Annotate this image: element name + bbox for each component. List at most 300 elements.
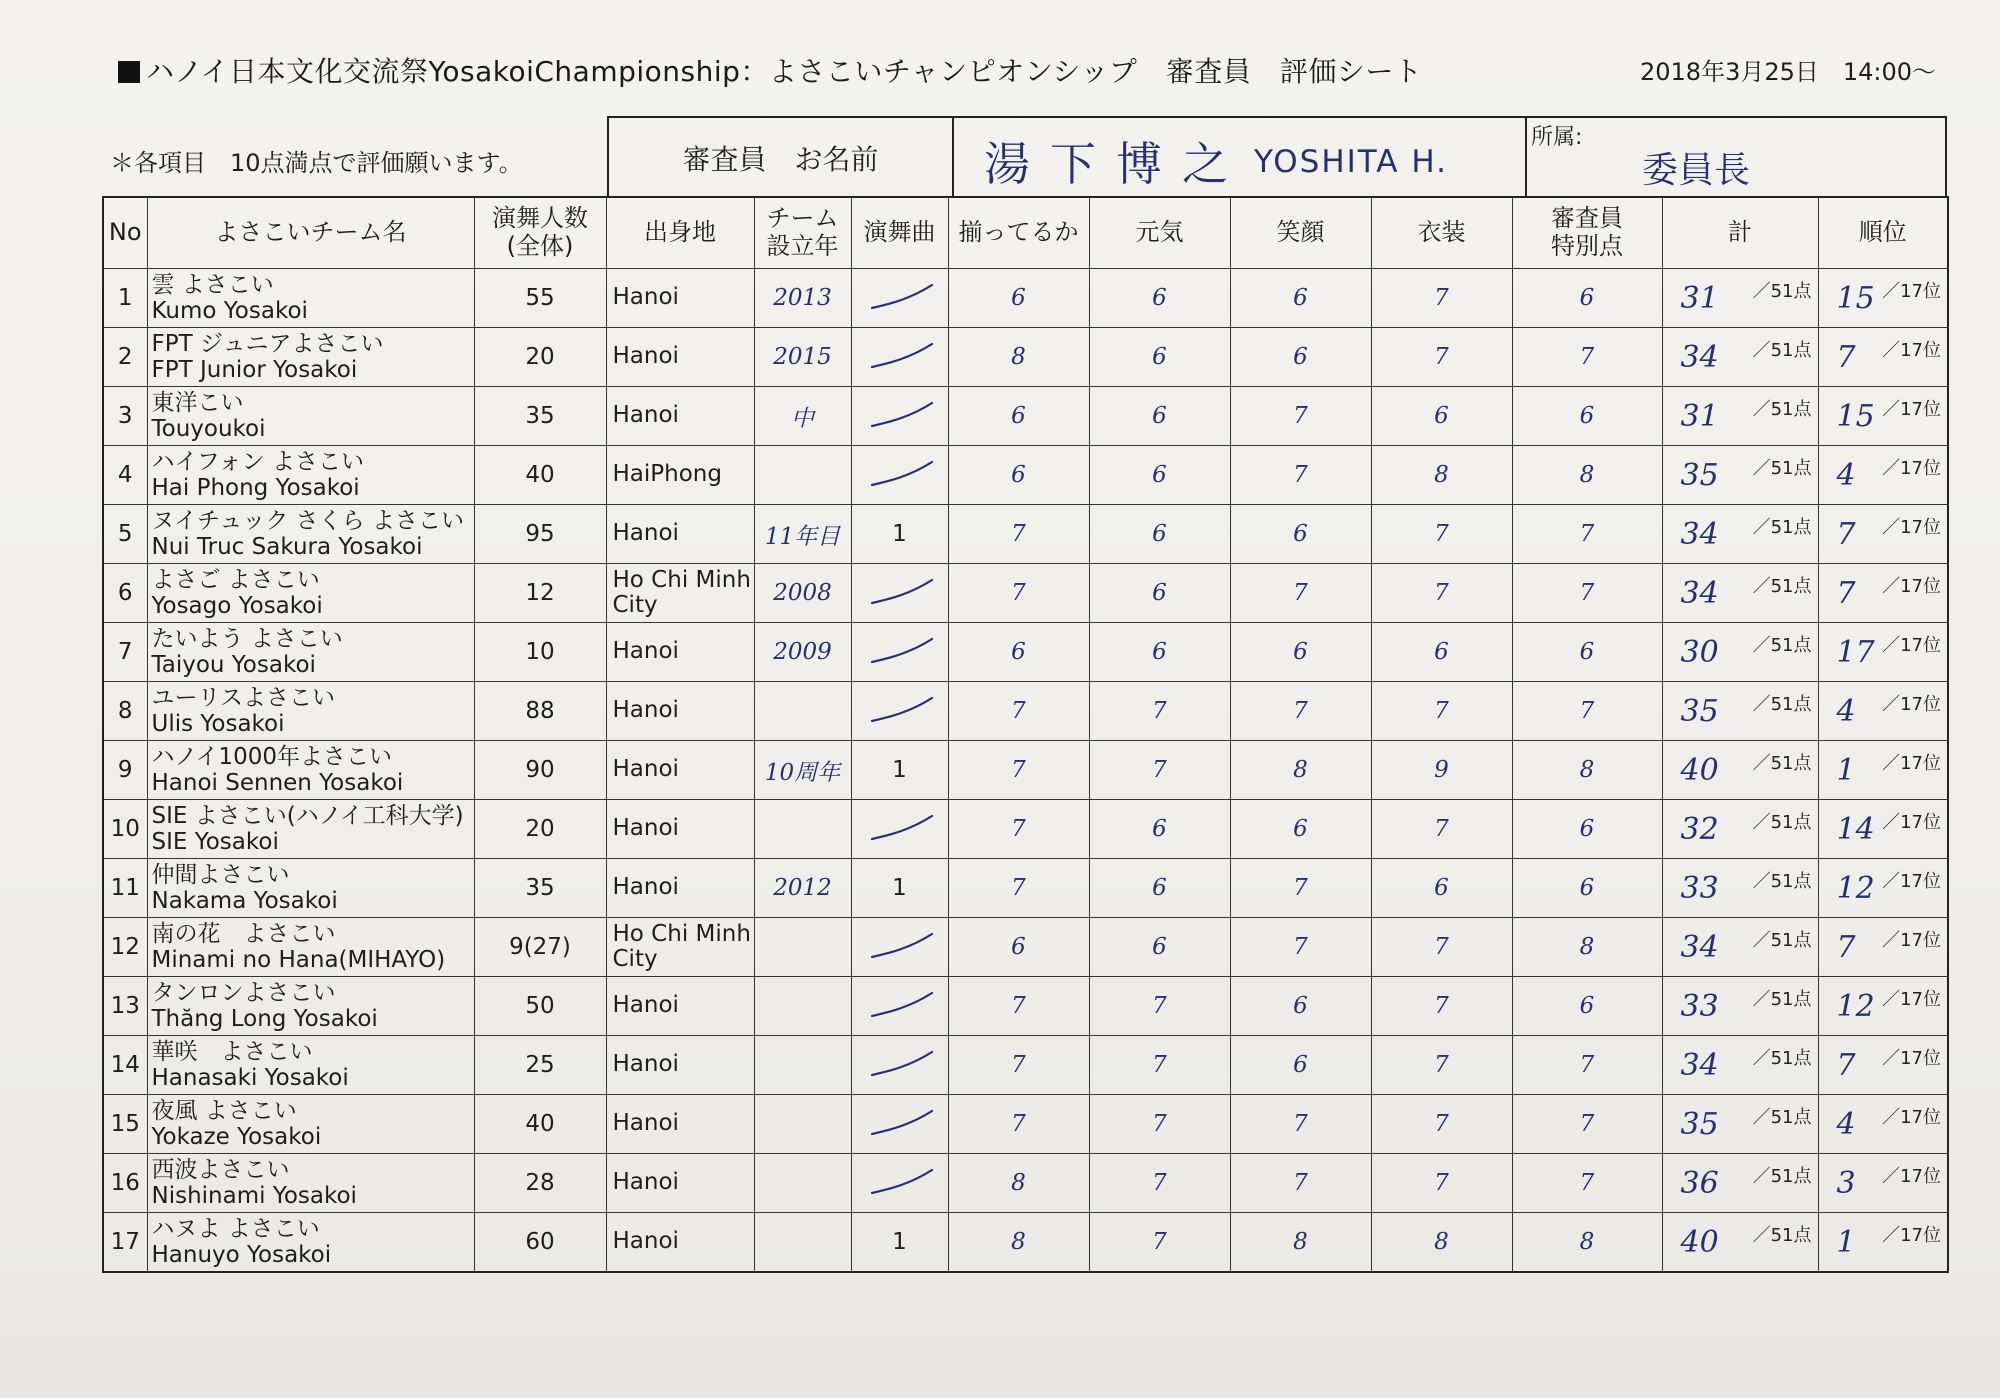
song-count[interactable] bbox=[851, 505, 948, 564]
score-sync[interactable]: 7 bbox=[948, 505, 1089, 564]
row-no: 9 bbox=[103, 741, 147, 800]
score-smile[interactable]: 7 bbox=[1230, 1095, 1371, 1154]
rank-unit: ／17位 bbox=[1882, 812, 1941, 833]
table-row bbox=[103, 1095, 1948, 1154]
rank-value: 12 bbox=[1836, 989, 1875, 1024]
team-name-en: Thăng Long Yosakoi bbox=[151, 1006, 378, 1032]
row-no: 17 bbox=[103, 1213, 147, 1273]
rank[interactable] bbox=[1818, 977, 1948, 1036]
score-energy[interactable]: 6 bbox=[1089, 859, 1230, 918]
rank-value: 12 bbox=[1836, 871, 1875, 906]
row-no: 1 bbox=[103, 269, 147, 328]
row-no: 2 bbox=[103, 328, 147, 387]
judge-name-romaji: YOSHITA H. bbox=[1254, 144, 1448, 180]
rank[interactable] bbox=[1818, 446, 1948, 505]
team-name-en: Touyoukoi bbox=[151, 416, 266, 442]
rank[interactable] bbox=[1818, 800, 1948, 859]
affiliation-label: 所属: bbox=[1531, 125, 1583, 150]
established-year[interactable] bbox=[754, 1213, 851, 1273]
sheet-title-text: ハノイ日本文化交流祭YosakoiChampionship：よさこいチャンピオンシップ 審査員 評価シート bbox=[146, 55, 1423, 88]
score-costume[interactable]: 7 bbox=[1371, 1154, 1512, 1213]
score-smile[interactable]: 8 bbox=[1230, 1213, 1371, 1273]
total-unit: ／51点 bbox=[1752, 989, 1812, 1010]
col-energy: 元気 bbox=[1089, 197, 1230, 269]
team-name bbox=[147, 682, 474, 741]
song-dash-mark bbox=[866, 454, 938, 492]
score-smile[interactable]: 6 bbox=[1230, 800, 1371, 859]
team-name-en: Yosago Yosakoi bbox=[151, 593, 323, 619]
established-year[interactable] bbox=[754, 1036, 851, 1095]
team-name-jp: ユーリスよさこい bbox=[151, 684, 336, 711]
score-energy[interactable]: 6 bbox=[1089, 800, 1230, 859]
rank-value: 15 bbox=[1836, 399, 1875, 434]
score-costume[interactable]: 8 bbox=[1371, 446, 1512, 505]
song-count[interactable] bbox=[851, 269, 948, 328]
song-dash-mark bbox=[866, 277, 938, 315]
score-smile[interactable]: 6 bbox=[1230, 328, 1371, 387]
member-count: 10 bbox=[474, 623, 606, 682]
score-total[interactable] bbox=[1662, 918, 1818, 977]
song-count-value: 1 bbox=[892, 875, 907, 901]
row-no: 7 bbox=[103, 623, 147, 682]
origin: Hanoi bbox=[606, 269, 754, 328]
member-count: 40 bbox=[474, 446, 606, 505]
col-members: 演舞人数 (全体) bbox=[474, 197, 606, 269]
song-dash-mark bbox=[866, 1044, 938, 1082]
rank-value: 7 bbox=[1836, 930, 1856, 965]
team-name bbox=[147, 1095, 474, 1154]
table-row bbox=[103, 1154, 1948, 1213]
score-sync[interactable]: 6 bbox=[948, 269, 1089, 328]
score-special[interactable]: 7 bbox=[1512, 1095, 1662, 1154]
score-energy[interactable]: 6 bbox=[1089, 564, 1230, 623]
table-row bbox=[103, 800, 1948, 859]
score-special[interactable]: 6 bbox=[1512, 859, 1662, 918]
score-smile[interactable]: 7 bbox=[1230, 682, 1371, 741]
team-name-jp: タンロンよさこい bbox=[151, 979, 336, 1006]
team-name-jp: 雲 よさこい bbox=[151, 271, 274, 298]
score-sync[interactable]: 7 bbox=[948, 1036, 1089, 1095]
origin: Hanoi bbox=[606, 1036, 754, 1095]
established-year[interactable]: 2009 bbox=[754, 623, 851, 682]
score-energy[interactable]: 6 bbox=[1089, 446, 1230, 505]
song-count[interactable] bbox=[851, 1213, 948, 1273]
rank[interactable] bbox=[1818, 1095, 1948, 1154]
col-costume: 衣装 bbox=[1371, 197, 1512, 269]
rank-unit: ／17位 bbox=[1882, 576, 1941, 597]
rank-unit: ／17位 bbox=[1882, 635, 1941, 656]
total-unit: ／51点 bbox=[1752, 1166, 1812, 1187]
team-name bbox=[147, 564, 474, 623]
score-energy[interactable]: 6 bbox=[1089, 269, 1230, 328]
team-name-en: Hanasaki Yosakoi bbox=[151, 1065, 349, 1091]
score-total[interactable] bbox=[1662, 1036, 1818, 1095]
score-special[interactable]: 7 bbox=[1512, 1036, 1662, 1095]
score-energy[interactable]: 6 bbox=[1089, 387, 1230, 446]
score-total[interactable] bbox=[1662, 682, 1818, 741]
score-costume[interactable]: 6 bbox=[1371, 387, 1512, 446]
table-row bbox=[103, 623, 1948, 682]
rank-unit: ／17位 bbox=[1882, 517, 1941, 538]
song-count[interactable] bbox=[851, 918, 948, 977]
table-row bbox=[103, 564, 1948, 623]
team-name bbox=[147, 918, 474, 977]
score-smile[interactable]: 6 bbox=[1230, 505, 1371, 564]
song-count[interactable] bbox=[851, 977, 948, 1036]
total-value: 31 bbox=[1680, 399, 1719, 434]
score-costume[interactable]: 7 bbox=[1371, 505, 1512, 564]
score-costume[interactable]: 7 bbox=[1371, 800, 1512, 859]
rank[interactable] bbox=[1818, 505, 1948, 564]
score-total[interactable] bbox=[1662, 623, 1818, 682]
col-rank: 順位 bbox=[1818, 197, 1948, 269]
total-value: 34 bbox=[1680, 576, 1719, 611]
total-unit: ／51点 bbox=[1752, 635, 1812, 656]
score-special[interactable]: 7 bbox=[1512, 1154, 1662, 1213]
score-special[interactable]: 6 bbox=[1512, 269, 1662, 328]
total-unit: ／51点 bbox=[1752, 281, 1812, 302]
table-row bbox=[103, 446, 1948, 505]
col-origin: 出身地 bbox=[606, 197, 754, 269]
song-count[interactable] bbox=[851, 446, 948, 505]
team-name-en: Hanuyo Yosakoi bbox=[151, 1242, 332, 1268]
total-unit: ／51点 bbox=[1752, 517, 1812, 538]
score-total[interactable] bbox=[1662, 269, 1818, 328]
table-row bbox=[103, 918, 1948, 977]
score-sync[interactable]: 7 bbox=[948, 800, 1089, 859]
team-name-jp: 西波よさこい bbox=[151, 1156, 290, 1183]
origin: HaiPhong bbox=[606, 446, 754, 505]
score-total[interactable] bbox=[1662, 977, 1818, 1036]
total-unit: ／51点 bbox=[1752, 576, 1812, 597]
col-team: よさこいチーム名 bbox=[147, 197, 474, 269]
score-sync[interactable]: 8 bbox=[948, 328, 1089, 387]
score-special[interactable]: 6 bbox=[1512, 977, 1662, 1036]
team-name-jp: 華咲 よさこい bbox=[151, 1038, 313, 1065]
score-energy[interactable]: 7 bbox=[1089, 1095, 1230, 1154]
team-name-jp: 夜風 よさこい bbox=[151, 1097, 297, 1124]
score-total[interactable] bbox=[1662, 505, 1818, 564]
established-year[interactable] bbox=[754, 1095, 851, 1154]
score-total[interactable] bbox=[1662, 564, 1818, 623]
score-sync[interactable]: 7 bbox=[948, 1095, 1089, 1154]
total-unit: ／51点 bbox=[1752, 1107, 1812, 1128]
score-sync[interactable]: 7 bbox=[948, 859, 1089, 918]
score-total[interactable] bbox=[1662, 859, 1818, 918]
song-count[interactable] bbox=[851, 564, 948, 623]
score-total[interactable] bbox=[1662, 328, 1818, 387]
rank-unit: ／17位 bbox=[1882, 340, 1941, 361]
song-count[interactable] bbox=[851, 1036, 948, 1095]
song-count[interactable] bbox=[851, 741, 948, 800]
table-row bbox=[103, 328, 1948, 387]
origin: Ho Chi Minh City bbox=[606, 564, 754, 623]
rank-value: 4 bbox=[1836, 458, 1856, 493]
score-costume[interactable]: 7 bbox=[1371, 918, 1512, 977]
affiliation-field[interactable] bbox=[1527, 118, 1947, 197]
scoring-note: ＊各項目 10点満点で評価願います。 bbox=[110, 149, 523, 177]
total-unit: ／51点 bbox=[1752, 458, 1812, 479]
member-count: 88 bbox=[474, 682, 606, 741]
total-unit: ／51点 bbox=[1752, 930, 1812, 951]
origin: Hanoi bbox=[606, 741, 754, 800]
score-smile[interactable]: 7 bbox=[1230, 859, 1371, 918]
origin: Hanoi bbox=[606, 1095, 754, 1154]
song-count[interactable] bbox=[851, 800, 948, 859]
total-value: 31 bbox=[1680, 281, 1719, 316]
rank[interactable] bbox=[1818, 859, 1948, 918]
score-total[interactable] bbox=[1662, 800, 1818, 859]
member-count: 40 bbox=[474, 1095, 606, 1154]
score-special[interactable]: 7 bbox=[1512, 682, 1662, 741]
score-special[interactable]: 8 bbox=[1512, 1213, 1662, 1273]
rank-unit: ／17位 bbox=[1882, 753, 1941, 774]
rank-value: 7 bbox=[1836, 517, 1856, 552]
score-costume[interactable]: 6 bbox=[1371, 623, 1512, 682]
row-no: 4 bbox=[103, 446, 147, 505]
score-sync[interactable]: 8 bbox=[948, 1154, 1089, 1213]
score-energy[interactable]: 7 bbox=[1089, 1213, 1230, 1273]
score-energy[interactable]: 6 bbox=[1089, 328, 1230, 387]
rank-unit: ／17位 bbox=[1882, 1048, 1941, 1069]
member-count: 35 bbox=[474, 859, 606, 918]
score-energy[interactable]: 6 bbox=[1089, 623, 1230, 682]
col-total: 計 bbox=[1662, 197, 1818, 269]
score-sync[interactable]: 6 bbox=[948, 387, 1089, 446]
score-smile[interactable]: 7 bbox=[1230, 446, 1371, 505]
score-energy[interactable]: 7 bbox=[1089, 682, 1230, 741]
row-no: 16 bbox=[103, 1154, 147, 1213]
established-year[interactable]: 中 bbox=[754, 387, 851, 446]
team-name-jp: 南の花 よさこい bbox=[151, 920, 336, 947]
score-sync[interactable]: 7 bbox=[948, 682, 1089, 741]
song-dash-mark bbox=[866, 395, 938, 433]
total-value: 34 bbox=[1680, 340, 1719, 375]
song-count[interactable] bbox=[851, 1154, 948, 1213]
song-count[interactable] bbox=[851, 859, 948, 918]
score-total[interactable] bbox=[1662, 446, 1818, 505]
score-energy[interactable]: 7 bbox=[1089, 741, 1230, 800]
total-unit: ／51点 bbox=[1752, 753, 1812, 774]
team-name-jp: ヌイチュック さくら よさこい bbox=[151, 507, 464, 534]
score-special[interactable]: 8 bbox=[1512, 918, 1662, 977]
score-smile[interactable]: 8 bbox=[1230, 741, 1371, 800]
score-total[interactable] bbox=[1662, 741, 1818, 800]
total-unit: ／51点 bbox=[1752, 1048, 1812, 1069]
established-year[interactable]: 11年目 bbox=[754, 505, 851, 564]
table-body bbox=[103, 269, 1948, 1273]
established-year[interactable]: 2013 bbox=[754, 269, 851, 328]
team-name-en: Nui Truc Sakura Yosakoi bbox=[151, 534, 423, 560]
rank-value: 1 bbox=[1836, 1225, 1856, 1260]
rank[interactable] bbox=[1818, 741, 1948, 800]
rank-value: 7 bbox=[1836, 1048, 1856, 1083]
score-energy[interactable]: 6 bbox=[1089, 918, 1230, 977]
team-name-en: Kumo Yosakoi bbox=[151, 298, 308, 324]
team-name bbox=[147, 505, 474, 564]
established-year[interactable] bbox=[754, 1154, 851, 1213]
total-unit: ／51点 bbox=[1752, 694, 1812, 715]
total-value: 34 bbox=[1680, 517, 1719, 552]
team-name-jp: 仲間よさこい bbox=[151, 861, 290, 888]
total-value: 34 bbox=[1680, 1048, 1719, 1083]
song-dash-mark bbox=[866, 1103, 938, 1141]
rank[interactable] bbox=[1818, 1036, 1948, 1095]
member-count: 20 bbox=[474, 800, 606, 859]
rank[interactable] bbox=[1818, 682, 1948, 741]
col-sync: 揃ってるか bbox=[948, 197, 1089, 269]
score-smile[interactable]: 6 bbox=[1230, 977, 1371, 1036]
rank[interactable] bbox=[1818, 387, 1948, 446]
score-sync[interactable]: 7 bbox=[948, 741, 1089, 800]
score-special[interactable]: 6 bbox=[1512, 623, 1662, 682]
score-costume[interactable]: 7 bbox=[1371, 328, 1512, 387]
team-name bbox=[147, 800, 474, 859]
table-row bbox=[103, 505, 1948, 564]
score-special[interactable]: 8 bbox=[1512, 741, 1662, 800]
established-year[interactable] bbox=[754, 800, 851, 859]
established-year[interactable] bbox=[754, 446, 851, 505]
title-bullet-icon bbox=[118, 61, 140, 83]
row-no: 5 bbox=[103, 505, 147, 564]
song-count[interactable] bbox=[851, 623, 948, 682]
song-count[interactable] bbox=[851, 1095, 948, 1154]
origin: Hanoi bbox=[606, 328, 754, 387]
table-row bbox=[103, 741, 1948, 800]
team-name-en: Nishinami Yosakoi bbox=[151, 1183, 357, 1209]
score-smile[interactable]: 7 bbox=[1230, 1154, 1371, 1213]
member-count: 12 bbox=[474, 564, 606, 623]
song-count-value: 1 bbox=[892, 1229, 907, 1255]
score-smile[interactable]: 7 bbox=[1230, 387, 1371, 446]
rank[interactable] bbox=[1818, 918, 1948, 977]
song-count[interactable] bbox=[851, 387, 948, 446]
row-no: 6 bbox=[103, 564, 147, 623]
team-name-en: Minami no Hana(MIHAYO) bbox=[151, 947, 446, 973]
table-row bbox=[103, 1036, 1948, 1095]
team-name-jp: ハノイ1000年よさこい bbox=[151, 743, 392, 770]
row-no: 3 bbox=[103, 387, 147, 446]
score-total[interactable] bbox=[1662, 387, 1818, 446]
member-count: 95 bbox=[474, 505, 606, 564]
origin: Hanoi bbox=[606, 387, 754, 446]
song-count[interactable] bbox=[851, 328, 948, 387]
rank-unit: ／17位 bbox=[1882, 871, 1941, 892]
score-special[interactable]: 6 bbox=[1512, 800, 1662, 859]
song-count-value: 1 bbox=[892, 757, 907, 783]
established-year[interactable] bbox=[754, 977, 851, 1036]
judge-name-field[interactable] bbox=[954, 118, 1527, 197]
score-special[interactable]: 7 bbox=[1512, 564, 1662, 623]
score-costume[interactable]: 7 bbox=[1371, 564, 1512, 623]
score-sync[interactable]: 7 bbox=[948, 564, 1089, 623]
rank[interactable] bbox=[1818, 1154, 1948, 1213]
total-value: 40 bbox=[1680, 1225, 1719, 1260]
score-smile[interactable]: 6 bbox=[1230, 623, 1371, 682]
team-name-en: SIE Yosakoi bbox=[151, 829, 279, 855]
score-costume[interactable]: 7 bbox=[1371, 1036, 1512, 1095]
team-name-jp: FPT ジュニアよさこい bbox=[151, 330, 384, 357]
rank[interactable] bbox=[1818, 1213, 1948, 1273]
score-total[interactable] bbox=[1662, 1154, 1818, 1213]
score-energy[interactable]: 6 bbox=[1089, 505, 1230, 564]
score-costume[interactable]: 7 bbox=[1371, 977, 1512, 1036]
score-energy[interactable]: 7 bbox=[1089, 977, 1230, 1036]
origin: Hanoi bbox=[606, 682, 754, 741]
rank-unit: ／17位 bbox=[1882, 1107, 1941, 1128]
song-dash-mark bbox=[866, 808, 938, 846]
rank[interactable] bbox=[1818, 269, 1948, 328]
score-sync[interactable]: 6 bbox=[948, 446, 1089, 505]
team-name bbox=[147, 387, 474, 446]
score-smile[interactable]: 6 bbox=[1230, 1036, 1371, 1095]
score-costume[interactable]: 7 bbox=[1371, 269, 1512, 328]
score-costume[interactable]: 7 bbox=[1371, 682, 1512, 741]
established-year[interactable]: 2008 bbox=[754, 564, 851, 623]
score-costume[interactable]: 6 bbox=[1371, 859, 1512, 918]
score-energy[interactable]: 7 bbox=[1089, 1036, 1230, 1095]
event-datetime: 2018年3月25日 14:00〜 bbox=[1640, 58, 1937, 86]
member-count: 28 bbox=[474, 1154, 606, 1213]
established-year[interactable]: 2012 bbox=[754, 859, 851, 918]
judge-info-box bbox=[607, 116, 1947, 197]
score-costume[interactable]: 9 bbox=[1371, 741, 1512, 800]
score-total[interactable] bbox=[1662, 1095, 1818, 1154]
established-year[interactable]: 2015 bbox=[754, 328, 851, 387]
affiliation-handwritten: 委員長 bbox=[1642, 150, 1751, 191]
score-smile[interactable]: 6 bbox=[1230, 269, 1371, 328]
established-year[interactable]: 10周年 bbox=[754, 741, 851, 800]
score-smile[interactable]: 7 bbox=[1230, 918, 1371, 977]
score-sync[interactable]: 6 bbox=[948, 918, 1089, 977]
scoring-table bbox=[102, 196, 1949, 1273]
total-unit: ／51点 bbox=[1752, 871, 1812, 892]
rank[interactable] bbox=[1818, 328, 1948, 387]
score-total[interactable] bbox=[1662, 1213, 1818, 1273]
member-count: 25 bbox=[474, 1036, 606, 1095]
score-sync[interactable]: 8 bbox=[948, 1213, 1089, 1273]
team-name-en: Taiyou Yosakoi bbox=[151, 652, 316, 678]
score-smile[interactable]: 7 bbox=[1230, 564, 1371, 623]
score-sync[interactable]: 7 bbox=[948, 977, 1089, 1036]
score-sync[interactable]: 6 bbox=[948, 623, 1089, 682]
col-special: 審査員 特別点 bbox=[1512, 197, 1662, 269]
score-energy[interactable]: 7 bbox=[1089, 1154, 1230, 1213]
song-dash-mark bbox=[866, 631, 938, 669]
rank-unit: ／17位 bbox=[1882, 989, 1941, 1010]
song-count[interactable] bbox=[851, 682, 948, 741]
score-special[interactable]: 6 bbox=[1512, 387, 1662, 446]
total-value: 33 bbox=[1680, 871, 1719, 906]
total-value: 35 bbox=[1680, 458, 1719, 493]
score-special[interactable]: 7 bbox=[1512, 505, 1662, 564]
member-count: 35 bbox=[474, 387, 606, 446]
established-year[interactable] bbox=[754, 682, 851, 741]
table-row bbox=[103, 859, 1948, 918]
score-special[interactable]: 7 bbox=[1512, 328, 1662, 387]
col-song: 演舞曲 bbox=[851, 197, 948, 269]
established-year[interactable] bbox=[754, 918, 851, 977]
team-name bbox=[147, 269, 474, 328]
team-name bbox=[147, 1154, 474, 1213]
rank[interactable] bbox=[1818, 564, 1948, 623]
judge-name-handwritten: 湯下博之 bbox=[984, 137, 1248, 191]
score-costume[interactable]: 7 bbox=[1371, 1095, 1512, 1154]
score-costume[interactable]: 8 bbox=[1371, 1213, 1512, 1273]
score-special[interactable]: 8 bbox=[1512, 446, 1662, 505]
origin: Hanoi bbox=[606, 859, 754, 918]
rank[interactable] bbox=[1818, 623, 1948, 682]
